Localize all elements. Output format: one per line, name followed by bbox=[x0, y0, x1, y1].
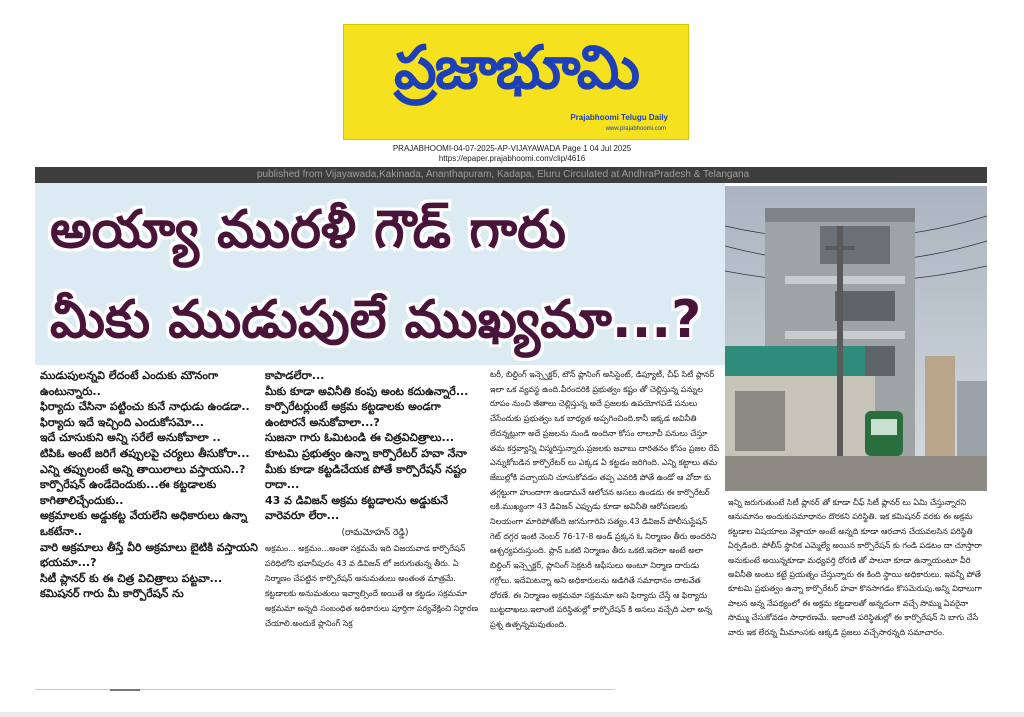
building-photo bbox=[725, 186, 987, 491]
newspaper-logo: ప్రజాభూమి bbox=[393, 33, 639, 103]
masthead-logo-block bbox=[343, 24, 689, 140]
headline-line-1: అయ్యా మురళీ గౌడ్ గారు bbox=[50, 200, 566, 260]
edition-info: PRAJABHOOMI-04-07-2025-AP-VIJAYAWADA Page 1 04 Jul 2025 bbox=[392, 144, 632, 153]
publication-band-text: published from Vijayawada,Kakinada, Ananthapuram, Kadapa, Eluru Circulated at AndhraPradesh & Telangana bbox=[257, 169, 750, 180]
column-1-para: కార్పొరేషన్ ఉండేదెందుకు...ఈ కట్టడాలకు కాగితాలిచ్చేందుకు.. bbox=[40, 478, 217, 507]
column-2-para: కార్పొరేటర్లుంటే అక్రమ కట్టడాలకు అండగా ఉంటారనే అనుకోవాలా...? bbox=[265, 400, 441, 429]
publication-band bbox=[35, 167, 987, 183]
article-column-2 bbox=[265, 368, 485, 668]
building-photo-illustration bbox=[725, 186, 987, 491]
headline-line-2: మీకు ముడుపులే ముఖ్యమా...? bbox=[50, 290, 702, 350]
column-1-para: ముడుపులన్నవి లేదంటే ఎందుకు మౌనంగా ఉంటున్నారు.. bbox=[40, 369, 219, 398]
author-byline: (రామమోహన్ రెడ్డి) bbox=[341, 527, 409, 538]
column-2-para: కూటమి ప్రభుత్వం ఉన్నా కార్పొరేటర్ హవా నేనా bbox=[265, 446, 467, 460]
column-2-para: కాపాడలేరా... bbox=[265, 369, 325, 382]
page-bottom-bar bbox=[0, 712, 1024, 717]
footer-rule-accent bbox=[110, 689, 140, 691]
article-column-3 bbox=[490, 368, 720, 668]
column-1-para: అక్రమాలకు అడ్డుకట్ట వేయలేని అధికారులు ఉన్నా ఒకటేనా.. bbox=[40, 509, 248, 538]
column-2-para: మీకు కూడా అవినీతి కంపు అంట కదుఉన్నారే... bbox=[265, 384, 469, 398]
clip-url: https://epaper.prajabhoomi.com/clip/4616 bbox=[438, 154, 586, 163]
column-1-para: వారి అక్రమాలు తీస్తే వీరి అక్రమాలు బైటికి వస్తాయని భయమా...? bbox=[40, 540, 258, 570]
column-2-body: అక్రమం... అక్రమం...అంతా సక్రమమే ఇది విజయవాడ కార్పొరేషన్ పరిధిలోని భవానీపురం 43 వ డివిజన్ లో జరుగుతున్న తీరు. ఏ నిర్మాణం చేపట్టిన కార్పొరేషన్ అనుమతులు అంతంత మాత్రమే. కట్టడాలకు అనుమతులు ఇవ్వాల్సిందే అయితే ఆ కట్టడం సక్రమమా అక్రమమా అన్నది సంబంధిత అధికారులు పూర్తిగా పర్యవేక్షించి నిర్ధారణ చేయాలి.అందుకే ప్లానింగ్ సెక్ర bbox=[265, 543, 479, 628]
column-1-para: టిపిఓ అంటే జరిగే తప్పులపై చర్యలు తీసుకోరా... bbox=[40, 446, 250, 460]
column-2-para: 43 వ డివిజన్ అక్రమ కట్టడాలను అడ్డుకునే వారెవరూ లేరా... bbox=[265, 493, 448, 523]
newspaper-subtitle: Prajabhoomi Telugu Daily bbox=[570, 113, 668, 122]
column-1-para: ఫిర్యాదు ఇదే ఇచ్చింది ఎందుకోసమో... bbox=[40, 415, 204, 429]
column-3-body: టరీ, బిల్డింగ్ ఇన్స్పెక్టర్, టౌన్ ప్లానింగ్ అసిస్టెంట్, డిప్యూటీ, చీఫ్ సిటీ ప్లానర్ ఇలా ఒక వ్యవస్థ ఉంది.వీరందరికి ప్రభుత్వం కష్టం తో చెల్లిస్తున్న పన్నుల రూపం నుంచి జీతాలు చెల్లిస్తున్న అదే ప్రజలకు ఉపయోగపడే పనులు చేసేందుకు ప్రభుత్వం ఒక బాధ్యత అప్పగించింది.కానీ ఇక్కడ అవినీతి లేదన్నట్లుగా అదే ప్రజలను నుండి అందినా కోసం లాలూచీ పనులు చేస్తూ తమ కర్తవ్యాన్ని విస్మరిస్తున్నారు.ప్రజలకు జవాబు దారితనం కోసం ప్రజల రేపే ఎన్నుకోబడిన కార్పొరేటర్ లు ఎక్కడ ఏ కట్టడం జరిగింది. ఎన్ని కట్టాలు తమ జేబుల్లోకి వచ్చాయని చూసుకోవడం తప్ప ఎవరికి పోతే ఉండో ఆ వోదా కు తగ్గట్టుగా హుందాగా ఉండామనే ఆలోచన అసలు ఉండదు ఈ కార్పొరేటర్ లకి.ముఖ్యంగా 43 డివిజన్ ఎప్పుడు కూడా అవినీతి ఆరోపణలకు నిలయంగా మారిపోతోంది జగనుగారిని సత్యం.43 డివిజన్ పోలీసుస్టేషన్ గెట్ దగ్గర ఇంటి నెంబర్ 76-17-8 అండ్ ప్రక్కన ఓ నిర్మాణం తీరు అందరిని ఆశ్చర్యపరుస్తుంది. ప్లాన్ ఒకటి నిర్మాణం తీరు ఒకటి.ఇదెలా అంటే అలా బిల్డింగ్ ఇన్స్పెక్టర్, ప్లానింగ్ సెక్రటరీ ఆఫీసులు అంటూ నిర్మాణ దారుడు గగ్గోలు. ఇదేమిటన్నా అని అధికారులను అడిగితే సమాధానం దాటవేత ధోరణే. ఈ నిర్మాణం అక్రమమా సక్రమమా అని ఫిర్యాదు చేస్తే ఆ ఫిర్యాదు బుట్టదాఖలు.ఇలాంటి పరిస్థితుల్లో కార్పొరేషన్ కి అసలు వచ్చేది ఎలా అన్న ప్రశ్న ఉత్పన్నమవుతుంది. bbox=[490, 370, 720, 629]
newspaper-website: www.prajabhoomi.com bbox=[605, 126, 666, 132]
column-2-para: మీకు కూడా కట్టడిచేయక పోతే కార్పొరేషన్ నష్టం రాదా... bbox=[265, 462, 467, 492]
article-column-4 bbox=[728, 496, 983, 676]
column-1-para: కమిషనర్ గారు మీ కార్పొరేషన్ ను bbox=[40, 587, 184, 601]
column-4-body: ఇన్ని జరుగుతుంటే సిటీ ప్లానర్ తో కూడా చీఫ్ సిటీ ప్లానర్ లు ఏమి చేస్తున్నారని ఆనుమానం అందుకుసమాధానం దొరకని పరిస్థితి. ఇక కమిషనర్ వరకు ఈ అక్రమ కట్టడాల విషయాలు వెళ్లాయా అంటే అన్నది కూడా ఆరచాన చేయవలసిన పరిస్థితి ఏర్పడింది. పోలీస్ స్థానిక ఎమ్మెల్యే అయిన కార్పొరేషన్ కు గండి పడటం దా చూస్తారా అనుకుంటే అయిన్నకూడా మధ్యవర్తి ధోరణి తో పాలనా కూడా ఉన్నాయంటూ వీరి అవినీతి అంటు కట్టే ప్రయత్నం చేస్తున్నారు ఈ కింది స్థాయి అధికారులు. ఇవన్నీ పోతే కూటమి ప్రభుత్వం ఉన్నా కార్పొరేటర్ హవా కొనసాగడం కొసమెరుపు.అన్ని విధాలుగా పాలన అన్న నేపథ్యంలో ఈ అక్రమ కట్టడాలతో అన్నదంగా వచ్చే సొమ్ము ఏవరైనా సొమ్ము చేసుకోవడం సాధారణమే. ఇలాంటి పరిస్థితుల్లో ఈ కార్పొరేషన్ ని బాగు చేసే వారు ఇక లేరన్న మీమాంసకు ఆక్కడి ప్రజలు వచ్చేసారన్నది సమాచారం. bbox=[728, 498, 982, 637]
column-1-para: ఇదే చూసుకుని అన్ని సరేలే అనుకోవాలా .. bbox=[40, 431, 221, 445]
article-column-1 bbox=[40, 368, 260, 668]
column-1-para: ఎన్ని తప్పులంటే అన్ని తాయిలాలు వస్తాయని..? bbox=[40, 462, 246, 476]
column-1-para: సిటీ ప్లానర్ కు ఈ చిత్ర విచిత్రాలు పట్టవా... bbox=[40, 571, 223, 585]
column-2-para: సుజనా గారు ఓమిటండి ఈ చిత్రవిచిత్రాలు... bbox=[265, 431, 454, 445]
column-1-para: ఫిర్యాదు చేసినా పట్టించు కునే నాధుడు ఉండడా.. bbox=[40, 400, 250, 414]
